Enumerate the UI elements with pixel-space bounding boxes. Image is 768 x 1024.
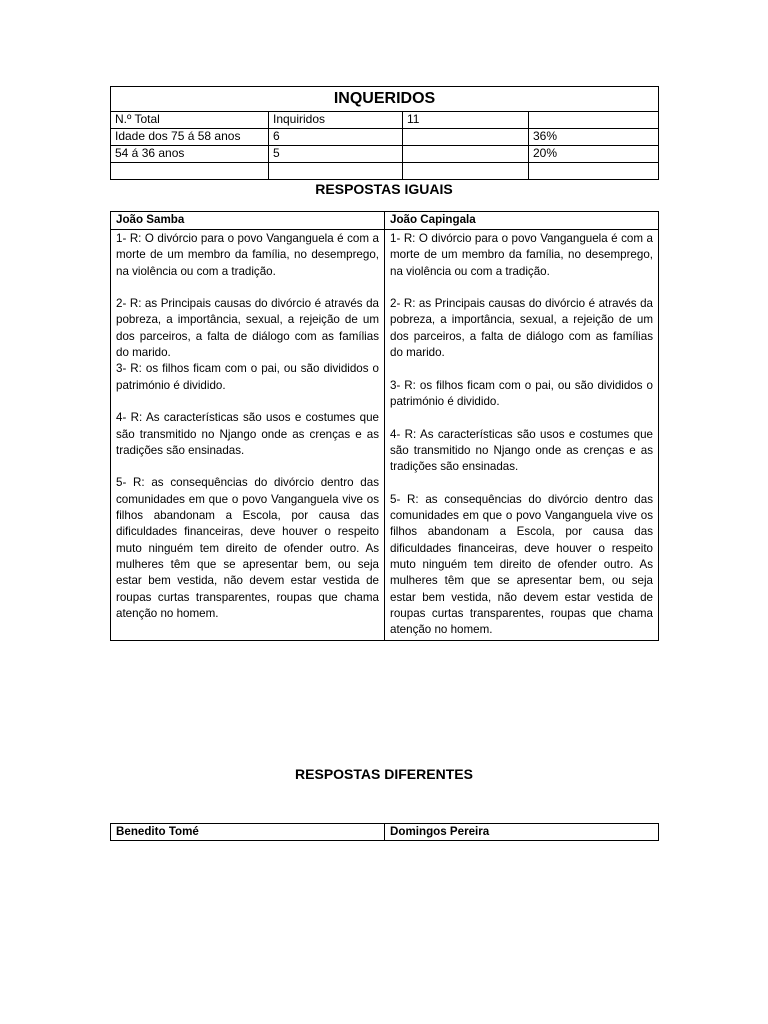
respostas-diferentes-table (110, 823, 659, 841)
answer-1: 1- R: O divórcio para o povo Vanganguela é com a morte de um membro da família, no desemprego, na violência ou com a tradição. (116, 232, 379, 278)
table-cell: Inquiridos (269, 112, 403, 129)
table-cell: Idade dos 75 á 58 anos (111, 129, 269, 146)
table-row (111, 112, 659, 129)
column-header-benedito-tome: Benedito Tomé (111, 824, 385, 841)
table-cell: 5 (269, 146, 403, 163)
column-header-joao-capingala: João Capingala (385, 212, 659, 230)
table-cell (111, 163, 269, 180)
answer-4: 4- R: As características são usos e costumes que são transmitido no Njango onde as crenças e as tradições são ensinadas. (390, 427, 653, 474)
answer-4: 4- R: As características são usos e costumes que são transmitido no Njango onde as crenças e as tradições são ensinadas. (116, 411, 379, 457)
table-row (111, 230, 659, 641)
table-cell (403, 163, 529, 180)
table-cell (403, 146, 529, 163)
answer-1: 1- R: O divórcio para o povo Vanganguela é com a morte de um membro da família, no desemprego, na violência ou com a tradição. (390, 232, 653, 278)
answer-3: 3- R: os filhos ficam com o pai, ou são divididos o património é dividido. (116, 362, 379, 392)
column-header-joao-samba: João Samba (111, 212, 385, 230)
table-header-row (111, 824, 659, 841)
table-header-row (111, 212, 659, 230)
table-cell: 36% (529, 129, 659, 146)
inqueridos-title: INQUERIDOS (111, 87, 659, 112)
table-row (111, 163, 659, 180)
table-cell: 20% (529, 146, 659, 163)
answers-joao-capingala (385, 230, 659, 641)
answer-2: 2- R: as Principais causas do divórcio é através da pobreza, a importância, sexual, a rejeição de um dos parceiros, a falta de diálogo com as famílias do marido. (116, 297, 379, 360)
answers-joao-samba (111, 230, 385, 641)
table-cell: 54 á 36 anos (111, 146, 269, 163)
respostas-iguais-heading: RESPOSTAS IGUAIS (315, 181, 453, 197)
table-cell: N.º Total (111, 112, 269, 129)
respostas-iguais-table (110, 211, 659, 641)
table-cell: 11 (403, 112, 529, 129)
table-cell (403, 129, 529, 146)
column-header-domingos-pereira: Domingos Pereira (385, 824, 659, 841)
answer-2: 2- R: as Principais causas do divórcio é através da pobreza, a importância, sexual, a rejeição de um dos parceiros, a falta de diálogo com as famílias do marido. (390, 297, 653, 360)
inqueridos-table (110, 86, 659, 180)
answer-5: 5- R: as consequências do divórcio dentro das comunidades em que o povo Vanganguela vive os filhos abandonam a Escola, por causa das dificuldades financeiras, deve houver o respeito muto ninguém tem direito de ofender outro. As mulheres têm que se apresentar bem, ou seja estar bem vestida, não devem estar vestida de roupas curtas transparentes, roupas que chama atenção no homem. (390, 492, 653, 637)
table-cell: 6 (269, 129, 403, 146)
answer-5: 5- R: as consequências do divórcio dentro das comunidades em que o povo Vanganguela vive os filhos abandonam a Escola, por causa das dificuldades financeiras, deve houver o respeito muto ninguém tem direito de ofender outro. As mulheres têm que se apresentar bem, ou seja estar bem vestida, não devem estar vestida de roupas curtas transparentes, roupas que chama atenção no homem. (116, 476, 379, 620)
table-cell (529, 112, 659, 129)
table-cell (529, 163, 659, 180)
table-row (111, 146, 659, 163)
table-cell (269, 163, 403, 180)
table-row (111, 129, 659, 146)
answer-3: 3- R: os filhos ficam com o pai, ou são divididos o património é dividido. (390, 378, 653, 408)
respostas-diferentes-heading: RESPOSTAS DIFERENTES (295, 766, 473, 782)
inqueridos-title-row (111, 87, 659, 112)
